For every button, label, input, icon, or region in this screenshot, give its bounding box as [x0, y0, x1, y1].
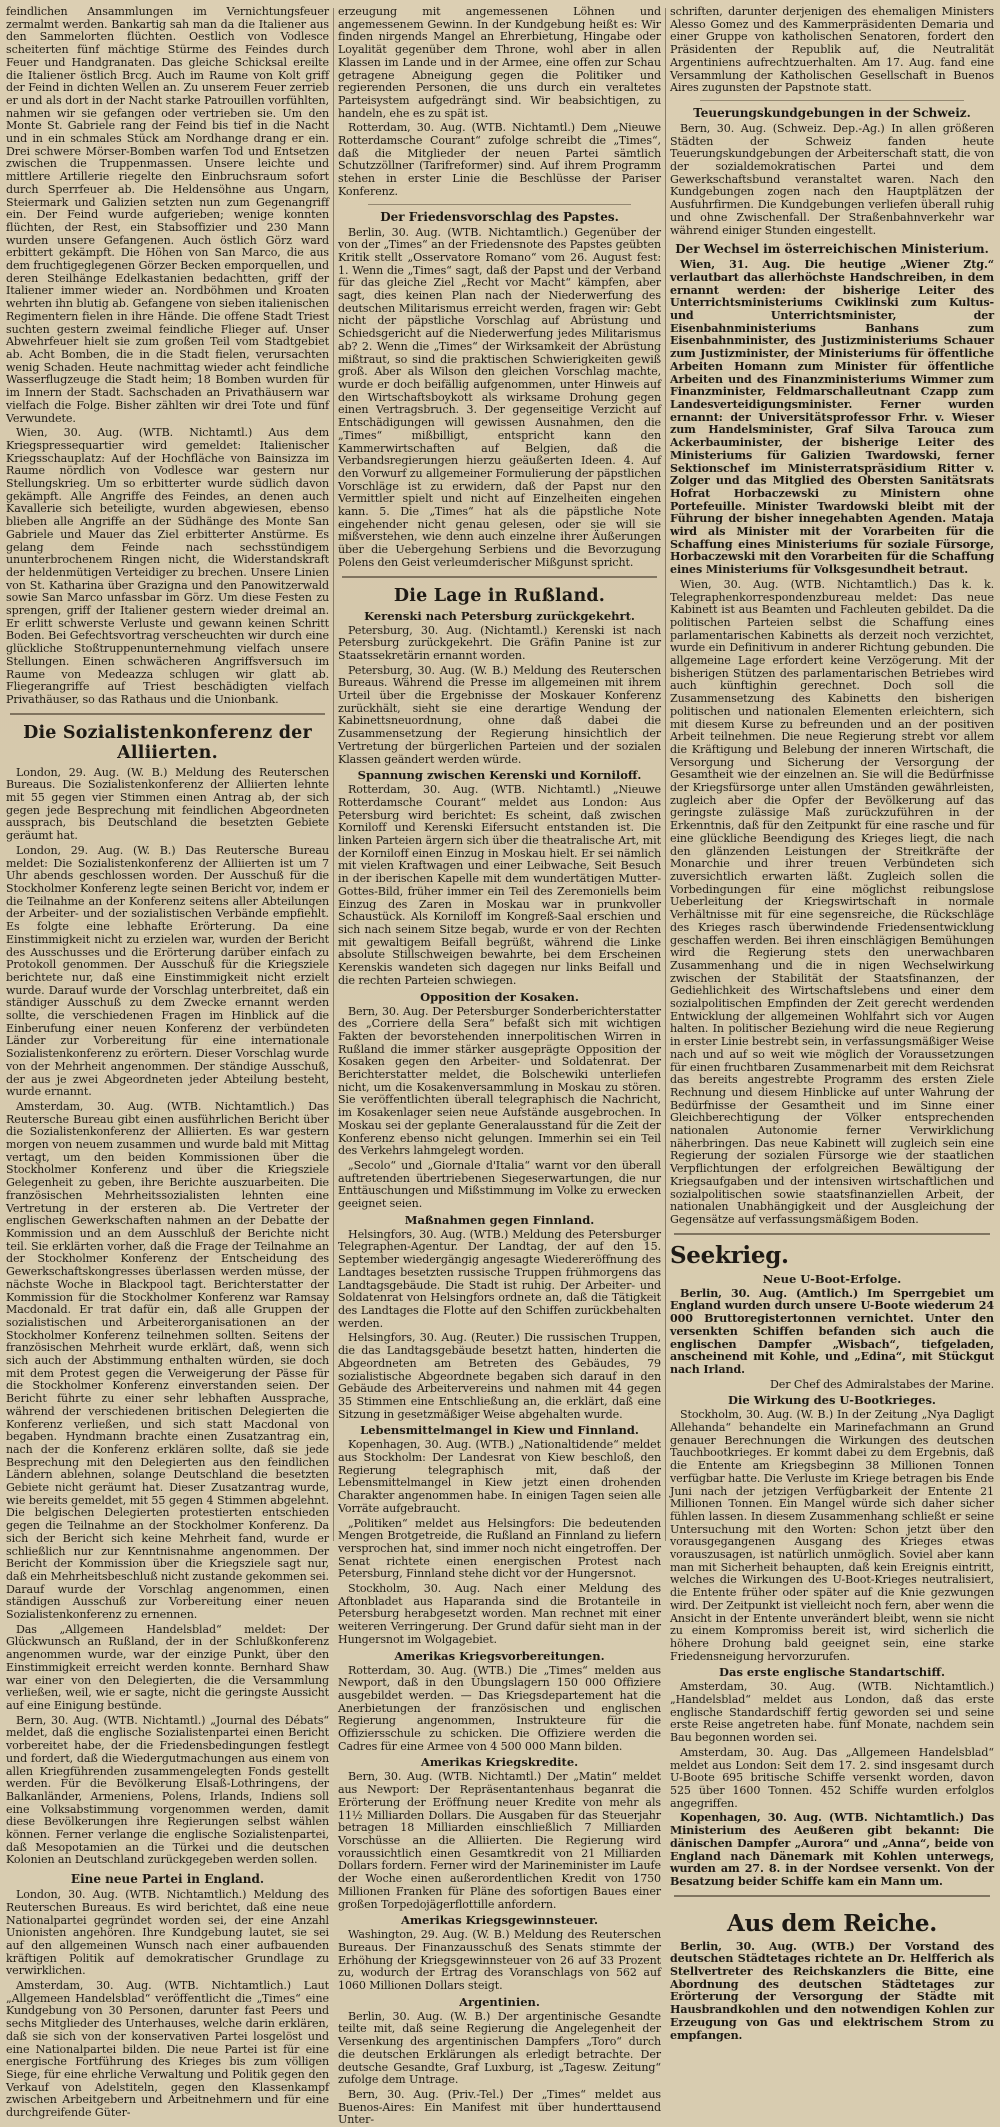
article-text: London, 29. Aug. (W. B.) Meldung des Reuterschen Bureaus. Die Sozialistenkonferenz der Alliierten lehnte mit 55 gegen vier Stimmen einen Antrag ab, der sich gegen jede Besprechung mit feindlichen Abgeordneten aussprach, bis Deutschland die besetzten Gebiete geräumt hat.	[6, 765, 329, 843]
article-text: Kopenhagen, 30. Aug. (WTB. Nichtamtlich.) Das Ministerium des Aeußeren gibt bekannt: Die dänischen Dampfer „Aurora“ und „Anna“, beide von England nach Dänemark mit Kohlen unterwegs, wurden am 27. 8. in der Nordsee versenkt. Von der Besatzung beider Schiffe kam ein Mann um.	[670, 1811, 994, 1888]
divider	[342, 576, 657, 578]
subheadline-america-war-profits-tax: Amerikas Kriegsgewinnsteuer.	[400, 1913, 599, 1928]
article-text: Bern, 30. Aug. Der Petersburger Sonderberichterstatter des „Corriere della Sera“ befaßt sich mit wichtigen Fakten der bevorstehenden innerpolitischen Wirren in Rußland die immer stärker ausgeprägte Opposition der Kosaken gegen den Arbeiter- und Soldatenrat. Der Berichterstatter meldet, die Bolschewiki unterliefen nicht, um die Kosakenversammlung in Moskau zu stören. Sie veröffentlichten überall telegraphisch die Nachricht, im Kosakenlager seien neue Aufstände ausgebrochen. In Moskau sei der geplante Generalausstand für die Zeit der Konferenz ebenso nicht gelungen. Immerhin sei ein Teil des Verkehrs lahmgelegt worden.	[338, 1004, 661, 1158]
column-1	[6, 5, 329, 2120]
subheadline-measures-finland: Maßnahmen gegen Finnland.	[404, 1212, 595, 1227]
article-text: Wien, 30. Aug. (WTB. Nichtamtl.) Aus dem Kriegspressequartier wird gemeldet: Italienischer Kriegsschauplatz: Auf der Hochfläche von Bainsizza im Raume nördlich von Vodlesce war gestern nur Stellungskrieg. Um so erbitterter wurde südlich davon gekämpft. Alle Angriffe des Feindes, an denen auch Kavallerie sich beteiligte, wurden abgewiesen, ebenso blieben alle Angriffe an der Südhänge des Monte San Gabriele und Mauer das Ziel erbitterter Anstürme. Es gelang dem Feinde nach sechsstündigem ununterbrochenem Ringen nicht, die Widerstandskraft der heldenmütigen Verteidiger zu brechen. Unsere Linien von St. Katharina über Grazigna und den Panowitzerwald sowie San Marco unfassbar im Görz. Um diese Festen zu sprengen, griff der Italiener gestern wieder dreimal an. Er erlitt schwerste Verluste und gewann keinen Schritt Boden. Bei Gefechtsvortrag verscheuchten wir durch eine glückliche Stoßtruppenunternehmung vielfach unsere Stellungen. Einen schwächeren Angriffsversuch im Raume von Medeazza schlugen wir glatt ab. Fliegerangriffe auf Triest beschädigten vielfach Privathäuser, so das Rathaus und die Unionbank.	[6, 426, 329, 706]
article-text: Stockholm, 30. Aug. Nach einer Meldung des Aftonbladet aus Haparanda sind die Brotanteile in Petersburg herabgesetzt worden. Man rechnet mit einer weiteren Verringerung. Der Grund dafür sieht man in der Hungersnot im Wolgagebiet.	[338, 1582, 661, 1646]
article-text: Bern, 30. Aug. (WTB. Nichtamtl.) Der „Matin“ meldet aus Newport: Der Repräsentantenhaus beganrat die Erörterung der Eröffnung neuer Kredite von mehr als 11½ Milliarden Dollars. Die Ausgaben für das Steuerjahr betragen 18 Milliarden einschließlich 7 Milliarden Vorschüsse an die Alliierten. Die Regierung wird voraussichtlich einen Gesamtkredit von 21 Milliarden Dollars fordern. Ferner wird der Marineminister im Laufe der Woche einen außerordentlichen Kredit von 1750 Millionen Franken für Pläne des sofortigen Baues einer großen Torpedojägerflottille anfordern.	[338, 1770, 661, 1911]
article-text: Berlin, 30. Aug. (Amtlich.) Im Sperrgebiet um England wurden durch unsere U-Boote wiederum 24 000 Bruttoregistertonnen vernichtet. Unter den versenkten Schiffen befanden sich auch die englischen Dampfer „Wisbach“, tiefgeladen, anscheinend mit Kohle, und „Edina“, mit Stückgut nach Irland.	[670, 1286, 994, 1376]
article-text: Bern, 30. Aug. (Priv.-Tel.) Der „Times“ meldet aus Buenos-Aires: Ein Manifest mit über hunderttausend Unter-	[338, 2087, 661, 2127]
article-signature: Der Chef des Admiralstabes der Marine.	[769, 1377, 994, 1391]
headline-papal-peace-proposal: Der Friedensvorschlag des Papstes.	[380, 209, 619, 224]
article-text: Kopenhagen, 30. Aug. (WTB.) „Nationaltidende“ meldet aus Stockholm: Der Landesrat von Kiew beschloß, den Regierung telegraphisch mit, daß der Lebensmittelmangel in Kiew jetzt einen drohenden Charakter angenommen habe. In einigen Tagen seien alle Vorräte aufgebraucht.	[338, 1438, 661, 1515]
article-text: Bern, 30. Aug. (WTB. Nichtamtl.) „Journal des Débats“ meldet, daß die englische Sozialistenpartei einen Bericht vorbereitet habe, der die Friedensbedingungen festlegt und fordert, daß die Wiedergutmachungen aus einem von allen Kriegführenden zusammengelegten Fonds gestellt werden. Für die Bevölkerung Elsaß-Lothringens, der Balkanländer, Armeniens, Polens, Irlands, Indiens soll eine Volksabstimmung vorgenommen werden, damit diese Bevölkerungen ihre Regierungen selbst wählen können. Ferner verlange die englische Sozialistenpartei, daß Mesopotamien an die Türkei und die deutschen Kolonien an Deutschland zurückgegeben werden sollen.	[6, 1713, 329, 1867]
column-rule	[665, 8, 666, 1541]
divider	[10, 713, 325, 715]
article-text: London, 30. Aug. (WTB. Nichtamtlich.) Meldung des Reuterschen Bureaus. Es wird berichtet, daß eine neue Nationalpartei gegründet worden sei, der eine Anzahl Unionisten angehören. Ihre Kundgebung lautet, sie sei auf den allgemeinen Wunsch nach einer aufbauenden kräftigen Politik auf demokratischer Grundlage zu verwirklichen.	[6, 1888, 329, 1978]
article-text: Helsingfors, 30. Aug. (WTB.) Meldung des Petersburger Telegraphen-Agentur. Der Landtag, der auf den 15. September wiedergängig angesagte Wiedereröffnung des Landtages besetzten russische Truppen frühmorgens das Landtagsgebäude. Die Stadt ist ruhig. Der Arbeiter- und Soldatenrat von Helsingfors ordnete an, daß die Tätigkeit des Landtages die Flotte auf den Schiffen zurückbehalten werden.	[338, 1227, 661, 1330]
article-text: Wien, 30. Aug. (WTB. Nichtamtlich.) Das k. k. Telegraphenkorrespondenzbureau meldet: Das neue Kabinett ist aus Beamten und Fachleuten gebildet. Da die politischen Parteien selbst die Schaffung eines parlamentarischen Kabinetts als derzeit noch verzichtet, wurde ein Definitivum in anderer Richtung gebunden. Die allgemeine Lage erfordert keine Verzögerung. Mit der bisherigen Stützen des parlamentarischen Betriebes wird auch künftighin gerechnet. Doch soll die Zusammensetzung des Kabinetts den bisherigen politischen und nationalen Elementen erleichtern, sich mit diesem Kurse zu befreunden und an der positiven Arbeit teilnehmen. Die neue Regierung strebt vor allem die Kräftigung und Belebung der inneren Wirtschaft, die Versorgung und Sicherung der Versorgung der Gesamtheit wie der einzelnen an. Sie will die Bedürfnisse der Kriegsfürsorge unter allen Umständen gewährleisten, zugleich aber die Opfer der Bevölkerung auf das geringste zulässige Maß zurückzuführen in der Erkenntnis, daß für den Zeitpunkt für eine rasche und für eine glückliche Beendigung des Krieges liegt, die nach den glänzenden Leistungen der Streitkräfte der Monarchie und ihrer treuen Verbündeten sich zuversichtlich erwarten läßt. Zugleich sollen die Vorbedingungen für eine möglichst reibungslose Ueberleitung der Kriegswirtschaft in normale Verhältnisse mit für eine segensreiche, die Rückschläge des Krieges rasch überwindende Friedensentwicklung geschaffen werden. Bei ihren einschlägigen Bemühungen wird die Regierung stets den unerwachbaren Zusammenhang und die in nigen Wechselwirkung zwischen der Stabilität der Staatsfinanzen, der Gediehlichkeit des Wirtschaftslebens und einer dem sozialpolitischen Empfinden der Zeit gerecht werdenden Entwicklung der allgemeinen Wohlfahrt sich vor Augen halten. In politischer Beziehung wird die neue Regierung in erster Linie bestrebt sein, in verfassungsmäßiger Weise nach und auf so weit wie möglich der Voraussetzungen für einen fruchtbaren Zusammenarbeit mit dem Reichsrat das bereits angestrebte Programm des ersten Ziele Rechnung und diesem Hinblicke auf unter Wahrung der Bedürfnisse der Gesamtheit und im Sinne einer Gleichberechtigung der Völker entsprechenden nationalen Autonomie ferner Verwirklichung näherbringen. Das neue Kabinett will zugleich sein eine Regierung der sozialen Fürsorge wie der staatlichen Verpflichtungen der erfolgreichen Bewältigung der Kriegsaufgaben und der intensiven wirtschaftlichen und sozialpolitischen sowie staatsfinanziellen Arbeit, der nationalen Unabhängigkeit und der Ausgleichung der Gegensätze auf verfassungsmäßigem Boden.	[670, 577, 994, 1226]
article-text: erzeugung mit angemessenen Löhnen und angemessenem Gewinn. In der Kundgebung heißt es: Wir finden nirgends Mangel an Ehrerbietung, Hingabe oder Loyalität gegenüber dem Throne, wohl aber in allen Klassen im Lande und in der Armee, eine offen zur Schau getragene Abneigung gegen die Politiker und regierenden Personen, die uns durch ein veraltetes Parteisystem aufgedrängt sind. Wir beabsichtigen, zu handeln, ehe es zu spät ist.	[338, 5, 661, 120]
headline-socialist-conference: Die Sozialistenkonferenz der Alliierten.	[23, 722, 312, 763]
column-rule	[333, 8, 334, 1541]
headline-new-party-england: Eine neue Partei in England.	[70, 1872, 265, 1887]
column-2	[338, 5, 661, 2127]
article-text: Berlin, 30. Aug. (WTB. Nichtamtlich.) Gegenüber der von der „Times“ an der Friedensnote des Papstes geübten Kritik stellt „Osservatore Romano“ vom 26. August fest: 1. Wenn die „Times“ sagt, daß der Papst und der Verband für das gleiche Ziel „Recht vor Macht“ kämpfen, aber sagt, dies keinen Plan nach der Niederwerfung des deutschen Militarismus erreicht werden, fragen wir: Gebt nicht der päpstliche Vorschlag auf Abrüstung und Schiedsgericht auf die Niederwerfung jedes Militarismus ab? 2. Wenn die „Times“ der Wirksamkeit der Abrüstung mißtraut, so sind die praktischen Schwierigkeiten gewiß groß. Aber als Wilson den gleichen Vorschlag machte, wurde er doch beifällig aufgenommen, unter Hinweis auf den Wirtschaftsboykott als wirksame Drohung gegen einen Vertragsbruch. 3. Der gegenseitige Verzicht auf Entschädigungen will gewissen Ausnahmen, den die „Times“ mißbilligt, entspricht kann den Kammerwirtschaften auf Belgien, daß die Verbandsregierungen hierzu geäußerten Ideen. 4. Auf den Vorwurf zu allgemeiner Formulierung der päpstlichen Vorschläge ist zu erwidern, daß der Papst nur den Vermittler spielt und nicht auf Einzelheiten eingehen kann. 5. Die „Times“ hat als die päpstliche Note eingehender nicht genau gelesen, oder sie will sie mißverstehen, wie denn auch einzelne ihrer Äußerungen über die Uebergehung Serbiens und die Bevorzugung Polens den Geist verleumderischer Mißgunst spricht.	[338, 225, 661, 569]
subheadline-america-war-credits: Amerikas Kriegskredite.	[420, 1755, 579, 1770]
article-text: Amsterdam, 30. Aug. (WTB. Nichtamtlich.) „Handelsblad“ meldet aus London, daß das erste englische Standardschiff fertig geworden sei und seine erste Reise angetreten habe. fünf Monate, nachdem sein Bau begonnen worden sei.	[670, 1680, 994, 1745]
subheadline-kerenski-return: Kerenski nach Petersburg zurückgekehrt.	[364, 608, 635, 623]
divider	[700, 100, 964, 101]
article-text: Petersburg, 30. Aug. (W. B.) Meldung des Reuterschen Bureaus. Während die Presse im allgemeinen mit ihrem Urteil über die Ergebnisse der Moskauer Konferenz zurückhält, sieht sie eine derartige Wendung der Kabinettsneuordnung, ohne daß dabei die Zusammensetzung der Regierung hinsichtlich der Vertretung der bürgerlichen Parteien und der sozialen Klassen geändert werden würde.	[338, 663, 661, 766]
subheadline-tension-kerenski-korniloff: Spannung zwischen Kerenski und Korniloff.	[357, 768, 642, 783]
article-text: Stockholm, 30. Aug. (W. B.) In der Zeitung „Nya Dagligt Allehanda“ behandelte ein Marinefachmann an Grund genauer Berechnungen die Wirkungen des deutschen Tauchbootkrieges. Er kommt dabei zu dem Ergebnis, daß die Entente am Kriegsbeginn 38 Millionen Tonnen verfügbar hatte. Die Verluste im Kriege betragen bis Ende Juni nach der jetzigen Verfügbarkeit der Entente 21 Millionen Tonnen. Ein Mangel würde sich daher sicher fühlen lassen. In diesem Zusammenhang schließt er seine Untersuchung mit den Worten: Schon jetzt über den vorausgegangenen Ausgang des Krieges etwas vorauszusagen, ist natürlich unmöglich. Soviel aber kann man mit Sicherheit behaupten, daß kein Ereignis eintritt, welches die Wirkungen des U-Boot-Krieges neutralisiert, die Entente früher oder später auf die Knie gezwungen wird. Der Zeitpunkt ist vielleicht noch fern, aber wenn die Ansicht in der Entente unverändert bleibt, wenn sie nicht zu einem Kompromiss bereit ist, wird sicherlich die höhere Drohung bald geeignet sein, eine starke Friedensneigung hervorzurufen.	[670, 1408, 994, 1663]
article-text: Washington, 29. Aug. (W. B.) Meldung des Reuterschen Bureaus. Der Finanzausschuß des Senats stimmte der Erhöhung der Kriegsgewinnsteuer von 26 auf 33 Prozent zu, wodurch der Ertrag des Voranschlags von 562 auf 1060 Millionen Dollars steigt.	[338, 1928, 661, 1993]
article-text: Amsterdam, 30. Aug. (WTB. Nichtamtlich.) Laut „Allgemeen Handelsblad“ veröffentlicht die „Times“ eine Kundgebung von 30 Personen, darunter fast Peers und sechs Mitglieder des Unterhauses, welche darin erklären, daß sie sich von der konservativen Partei losgelöst und eine Nationalpartei bilden. Die neue Partei ist für eine energische Fortführung des Krieges bis zum völligen Siege, für eine ehrliche Verwaltung und Politik gegen den Verkauf von Adelstiteln, gegen den Klassenkampf zwischen Arbeitgebern und Arbeitnehmern und für eine durchgreifende Güter-	[6, 1979, 329, 2120]
headline-naval-war: Seekrieg.	[670, 1241, 789, 1269]
subheadline-cossack-opposition: Opposition der Kosaken.	[420, 989, 579, 1004]
headline-from-the-reich: Aus dem Reiche.	[727, 1909, 937, 1937]
divider	[674, 1233, 990, 1235]
headline-situation-russia: Die Lage in Rußland.	[393, 585, 606, 606]
article-text: Wien, 31. Aug. Die heutige „Wiener Ztg.“ verlautbart das allerhöchste Handschreiben, in dem ernannt werden: der bisherige Leiter des Unterrichtsministeriums Cwiklinski zum Kultus- und Unterrichtsminister, der Eisenbahnministeriums Banhans zum Eisenbahnminister, des Justizministeriums Schauer zum Justizminister, der Ministeriums für öffentliche Arbeiten Homann zum Minister für öffentliche Arbeiten und des Finanzministeriums Wimmer zum Finanzminister, Feldmarschalleutnant Czapp zum Landesverteidigungsminister. Ferner wurden ernannt: der Universitätsprofessor Frhr. v. Wieser zum Handelsminister, Graf Silva Tarouca zum Ackerbauminister, der bisherige Leiter des Ministeriums für Galizien Twardowski, ferner Sektionschef im Ministerratspräsidium Ritter v. Zolger und das Mitglied des Obersten Sanitätsrats Hofrat Horbaczewski zu Ministern ohne Portefeuille. Minister Twardowski bleibt mit der Führung der bisher innegehabten Agenden. Mataja wird als Minister mit der Vorarbeiten für die Schaffung eines Ministeriums für soziale Fürsorge, Horbaczewski mit den Vorarbeiten für die Schaffung eines Ministeriums für Volksgesundheit betraut.	[670, 258, 994, 577]
article-text: Rotterdam, 30. Aug. (WTB. Nichtamtl.) Dem „Nieuwe Rotterdamsche Courant“ zufolge schreibt die „Times“, daß die Mitglieder der neuen Partei sämtlich Schutzzöllner (Tarifreformer) sind. Auf ihrem Programm stehen in erster Linie die Beschlüsse der Pariser Konferenz.	[338, 121, 661, 198]
column-3	[670, 5, 994, 2042]
article-text: Berlin, 30. Aug. (WTB.) Der Vorstand des deutschen Städtetages richtete an Dr. Helfferich als Stellvertreter des Reichskanzlers die Bitte, eine Abordnung des deutschen Städtetages zur Erörterung der Versorgung der Städte mit Hausbrandkohlen und den notwendigen Kohlen zur Erzeugung von Gas und elektrischem Strom zu empfangen.	[670, 1939, 994, 2042]
subheadline-uboat-war-effect: Die Wirkung des U-Bootkrieges.	[728, 1393, 936, 1408]
subheadline-america-war-preparations: Amerikas Kriegsvorbereitungen.	[394, 1648, 605, 1663]
subheadline-food-shortage: Lebensmittelmangel in Kiew und Finnland.	[360, 1423, 639, 1438]
divider	[674, 1895, 990, 1897]
divider	[368, 204, 631, 205]
headline-austrian-ministry-change: Der Wechsel im österreichischen Ministerium.	[675, 242, 989, 257]
article-text: Berlin, 30. Aug. (W. B.) Der argentinische Gesandte teilte mit, daß seine Regierung die Angelegenheit der Versenkung des argentinischen Dampfers „Toro“ durch die deutschen Erklärungen als erledigt betrachte. Der deutsche Gesandte, Graf Luxburg, ist „Tagesw. Zeitung“ zufolge dem Untrage.	[338, 2009, 661, 2087]
headline-swiss-price-protests: Teuerungskundgebungen in der Schweiz.	[693, 105, 971, 120]
subheadline-first-standard-ship: Das erste englische Standartschiff.	[719, 1665, 945, 1680]
article-text: schriften, darunter derjenigen des ehemaligen Ministers Alesso Gomez und des Kammerpräsidenten Demaria und einer Gruppe von katholischen Senatoren, fordert den Präsidenten der Republik auf, die Neutralität Argentiniens aufrechtzuerhalten. Am 17. Aug. fand eine Versammlung der Katholischen Gesellschaft in Buenos Aires zugunsten der Papstnote statt.	[670, 5, 994, 95]
article-text: Bern, 30. Aug. (Schweiz. Dep.-Ag.) In allen größeren Städten der Schweiz fanden heute Teuerungskundgebungen der Arbeiterschaft statt, die von der sozialdemokratischen Partei und dem Gewerkschaftsbund veranstaltet waren. Nach den Kundgebungen zogen nach den Hauptplätzen der Ausfuhrfirmen. Die Kundgebungen verliefen überall ruhig und ohne Zwischenfall. Der Straßenbahnverkehr war während einiger Stunden eingestellt.	[670, 121, 994, 237]
article-text: Rotterdam, 30. Aug. (WTB.) Die „Times“ melden aus Newport, daß in den Übungslagern 150 000 Offiziere ausgebildet werden. — Das Kriegsdepartement hat die Anerbietungen der französischen und englischen Regierung angenommen, Instrukteure für die Offiziersschule zu schicken. Die Offiziere werden die Cadres für eine Armee von 4 500 000 Mann bilden.	[338, 1663, 661, 1753]
section-header-reich	[670, 1903, 994, 1941]
article-text: Petersburg, 30. Aug. (Nichtamtl.) Kerenski ist nach Petersburg zurückgekehrt. Die Gräfin Panine ist zur Staatssekretärin ernannt worden.	[338, 623, 661, 662]
article-text: Amsterdam, 30. Aug. Das „Allgemeen Handelsblad“ meldet aus London: Seit dem 17. 2. sind insgesamt durch U-Boote 695 britische Schiffe versenkt worden, davon 525 über 1600 Tonnen. 452 Schiffe wurden erfolglos angegriffen.	[670, 1745, 994, 1810]
article-text: Das „Allgemeen Handelsblad“ meldet: Der Glückwunsch an Rußland, der in der Schlußkonferenz angenommen wurde, war der einzige Punkt, über den Einstimmigkeit erreicht werden konnte. Bernhard Shaw war einer von den Delegierten, die die Versammlung verließen, weil, wie er sagte, nicht die geringste Aussicht auf eine Einigung bestünde.	[6, 1622, 329, 1712]
subheadline-new-uboat-successes: Neue U-Boot-Erfolge.	[762, 1271, 902, 1286]
article-text: feindlichen Ansammlungen im Vernichtungsfeuer zermalmt werden. Bankartig sah man da die Italiener aus den Sammelorten flüchten. Oestlich von Vodlesce scheiterten fünf mächtige Stürme des Feindes durch Feuer und Handgranaten. Das gleiche Schicksal ereilte die Italiener östlich Brcg. Auch im Raume von Kolt griff der Feind in dichten Wellen an. Zu unserem Feuer zerrieb er und als dort in der Nacht starke Patrouillen vorfühlten, nahmen wir sie gefangen oder vertrieben sie. Um den Monte St. Gabriele rang der Feind bis tief in die Nacht und in ein schmales Stück am Nordhange drang er ein. Drei schwere Mörser-Bomben warfen Tod und Entsetzen zwischen die Truppenmassen. Unsere leichte und mittlere Artillerie riegelte den Einbruchsraum sofort durch Sperrfeuer ab. Die Heldensöhne aus Ungarn, Steiermark und Galizien setzten nun zum Gegenangriff ein. Der Feind wurde aufgerieben; wenige konnten flüchten, der Rest, ein Stabsoffizier und 230 Mann wurden unsere Gefangenen. Auch östlich Görz ward erbittert gekämpft. Die Höhen von San Marco, die aus dem fruchtigeglegenen Görzer Becken emporquellen, und deren Steilhänge Edelkastanien bedachtten, griff der Italiener immer wieder an. Nordböhmen und Kroaten wehrten ihn blutig ab. Gefangene von sieben italienischen Regimentern fielen in ihre Hände. Die offene Stadt Triest suchten gestern zweimal feindliche Flieger auf. Unser Abwehrfeuer hielt sie zum großen Teil vom Stadtgebiet ab. Acht Bomben, die in die Stadt fielen, verursachten wenig Schaden. Heute nachmittag wieder acht feindliche Wasserflugzeuge die Stadt heim; 18 Bomben wurden für im Innern der Stadt. Sachschaden an Privathäusern war vielfach die Folge. Bisher zählten wir drei Tote und fünf Verwundete.	[6, 5, 329, 425]
subheadline-argentina: Argentinien.	[459, 1994, 540, 2009]
article-text: Rotterdam, 30. Aug. (WTB. Nichtamtl.) „Nieuwe Rotterdamsche Courant“ meldet aus London: Aus Petersburg wird berichtet: Es scheint, daß zwischen Korniloff und Kerenski Eifersucht entstanden ist. Die linken Parteien ärgern sich über die theatralische Art, mit der Korniloff einen Einzug in Moskau hielt. Er sei nämlich mit vielen Kraftwagen und einer Leibwache, Seit Besuch in der iberischen Kapelle mit dem wundertätigen Mutter-Gottes-Bild, früher immer ein Teil des Zeremoniells beim Einzug des Zaren in Moskau war in prunkvoller Schaustück. Als Korniloff im Kongreß-Saal erschien und sich nach seinem Sitze begab, wurde er von der Rechten mit gewaltigem Beifall begrüßt, während die Linke absolute Stillschweigen bewahrte, bei dem Erscheinen Kerenskis wandeten sich dagegen nur links Beifall und die rechten Parteien schwiegen.	[338, 783, 661, 987]
article-text: „Politiken“ meldet aus Helsingfors: Die bedeutenden Mengen Brotgetreide, die Rußland an Finnland zu liefern versprochen hat, sind immer noch nicht eingetroffen. Der Senat richtete einen energischen Protest nach Petersburg, Finnland stehe dicht vor der Hungersnot.	[338, 1516, 661, 1581]
article-text: Helsingfors, 30. Aug. (Reuter.) Die russischen Truppen, die das Landtagsgebäude besetzt hatten, hinderten die Abgeordneten am Betreten des Gebäudes, 79 sozialistische Abgeordnete begaben sich darauf in den Gebäude des Arbeitervereins und nahmen mit 44 gegen 35 Stimmen eine Entschließung an, die erklärt, daß eine Sitzung in gesetzmäßiger Weise abgehalten wurde.	[338, 1331, 661, 1421]
article-text: London, 29. Aug. (W. B.) Das Reutersche Bureau meldet: Die Sozialistenkonferenz der Alliierten ist um 7 Uhr abends geschlossen worden. Der Ausschuß für die Stockholmer Konferenz legte seinen Bericht vor, indem er die Teilnahme an der Konferenz seitens aller Abteilungen der Arbeiter- und der sozialistischen Verbände empfiehlt. Es folgte eine lebhafte Erörterung. Da eine Einstimmigkeit nicht zu erzielen war, wurden der Bericht des Ausschusses und die Erörterung darüber einfach zu Protokoll genommen. Der Ausschuß für die Kriegsziele berichtete nur, daß eine Einstimmigkeit nicht erzielt wurde. Darauf wurde der Vorschlag unterbreitet, daß ein ständiger Ausschuß zu dem Zwecke ernannt werden sollte, die verschiedenen Fragen im Hinblick auf die Einberufung einer neuen Konferenz der verbündeten Länder zur Vorbereitung für eine internationale Sozialistenkonferenz zu erörtern. Dieser Vorschlag wurde von der Mehrheit angenommen. Der ständige Ausschuß, der aus je zwei Abgeordneten jeder Abteilung besteht, wurde ernannt.	[6, 843, 329, 1099]
article-text: „Secolo“ und „Giornale d'Italia“ warnt vor den überall auftretenden übertriebenen Siegeserwartungen, die nur Enttäuschungen und Mißstimmung im Volke zu erwecken geeignet seien.	[338, 1158, 661, 1211]
article-text: Amsterdam, 30. Aug. (WTB. Nichtamtlich.) Das Reutersche Bureau gibt einen ausführlichen Bericht über die Sozialistenkonferenz der Alliierten. Es war gestern morgen von neuem zusammen und wurde bald mit Mittag vertagt, um den beiden Kommissionen über die Stockholmer Konferenz und über die Kriegsziele Gelegenheit zu geben, ihre Berichte auszuarbeiten. Die französischen Mehrheitssozialisten lehnten eine Vertretung in der ersteren ab. Die Vertreter der englischen Gewerkschaften nahmen an der Debatte der Kommission und an dem Ausschluß der Berichte nicht teil. Sie erklärten vorher, daß die Frage der Teilnahme an der Stockholmer Konferenz der Entscheidung des Gewerkschaftskongresses überlassen werden müsse, der nächste Woche in Blackpool tagt. Berichterstatter der Kommission für die Stockholmer Konferenz war Ramsay Macdonald. Er trat dafür ein, daß alle Gruppen der sozialistischen und Arbeiterorganisationen an der Stockholmer Konferenz teilnehmen sollten. Seitens der französischen Mehrheit wurde erklärt, daß, wenn sich sich auch der Abstimmung enthalten würden, sie doch mit dem Protest gegen die Verweigerung der Pässe für die Stockholmer Konferenz einverstanden seien. Der Bericht führte zu einer sehr lebhaften Aussprache, während der verschiedenen britischen Delegierten die Konferenz verließen, und sich statt Macdonal von begaben. Hyndmann brachte einen Zusatzantrag ein, nach der die Konferenz erklären sollte, daß sie jede Besprechung mit den Delegierten aus den feindlichen Ländern ablehnen, solange Deutschland die besetzten Gebiete nicht geräumt hat. Dieser Zusatzantrag wurde, wie bereits gemeldet, mit 55 gegen 4 Stimmen abgelehnt. Die belgischen Delegierten protestierten entschieden gegen die Teilnahme an der Stockholmer Konferenz. Da sich der Bericht sich keine Mehrheit fand, wurde er schließlich nur zur Kenntnisnahme angenommen. Der Bericht der Kommission über die Kriegsziele sagt nur, daß ein Mehrheitsbeschluß nicht zustande gekommen sei. Darauf wurde der Vorschlag angenommen, einen ständigen Ausschuß zur Vorbereitung einer neuen Sozialistenkonferenz zu ernennen.	[6, 1099, 329, 1622]
